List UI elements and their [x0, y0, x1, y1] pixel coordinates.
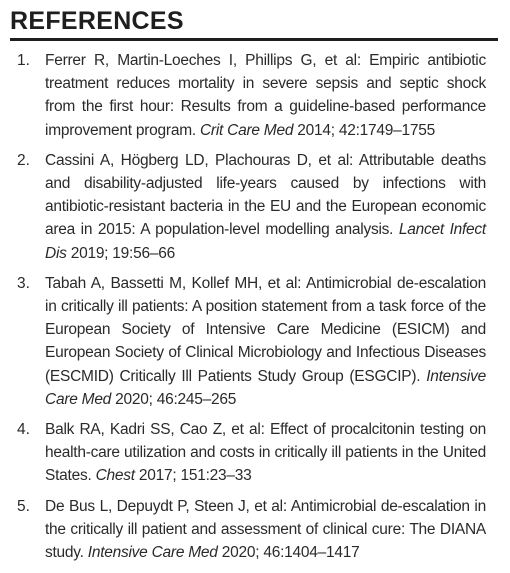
reference-citation: 2014; 42:1749–1755	[297, 121, 435, 139]
reference-text	[45, 418, 486, 488]
reference-body: De Bus L, Depuydt P, Steen J, et al: Antimicrobial de-escalation in the critically ill patient and assessment of clinical cure: The DIANA study.	[45, 497, 486, 562]
reference-citation: 2020; 46:1404–1417	[221, 544, 360, 562]
reference-journal: Intensive Care Med	[87, 544, 218, 562]
reference-body: Balk RA, Kadri SS, Cao Z, et al: Effect of procalcitonin testing on health-care utilization and costs in critically ill patients in the United States.	[45, 421, 486, 485]
reference-journal: Lancet Infect Dis	[45, 221, 486, 262]
reference-citation: 2020; 46:245–265	[115, 390, 237, 408]
reference-item-3	[0, 272, 510, 411]
heading-rule	[10, 38, 498, 41]
reference-item-1	[0, 49, 510, 142]
reference-journal: Crit Care Med	[199, 121, 294, 139]
reference-journal: Intensive Care Med	[45, 367, 486, 408]
reference-item-2	[0, 149, 510, 265]
reference-item-5	[0, 495, 510, 565]
reference-citation: 2017; 151:23–33	[138, 467, 252, 485]
reference-text	[45, 49, 486, 142]
reference-number: 1.	[17, 52, 30, 69]
reference-text	[45, 272, 486, 411]
reference-list	[0, 49, 510, 571]
reference-text	[45, 149, 486, 265]
reference-citation: 2019; 19:56–66	[70, 244, 175, 262]
reference-body: Ferrer R, Martin-Loeches I, Phillips G, et al: Empiric antibiotic treatment reduces mortality in severe sepsis and septic shock from the first hour: Results from a guideline-based performance improvement program.	[45, 52, 486, 139]
reference-number: 5.	[17, 497, 30, 515]
section-heading: REFERENCES	[10, 7, 184, 35]
reference-number: 4.	[17, 421, 30, 439]
reference-body: Cassini A, Högberg LD, Plachouras D, et al: Attributable deaths and disability-adjusted life-years caused by infections with antibiotic-resistant bacteria in the EU and the European economic area in 2015: A population-level modelling analysis.	[45, 151, 486, 239]
reference-number: 2.	[17, 151, 30, 169]
reference-number: 3.	[17, 274, 30, 292]
reference-body: Tabah A, Bassetti M, Kollef MH, et al: Antimicrobial de-escalation in critically ill patients: A position statement from a task force of the European Society of Intensive Care Medicine (ESICM) and European Society of Clinical Microbiology and Infectious Diseases (ESCMID) Critically Ill Patients Study Group (ESGCIP).	[45, 274, 486, 385]
reference-item-4	[0, 418, 510, 488]
reference-journal: Chest	[95, 467, 135, 485]
reference-text	[45, 495, 486, 565]
